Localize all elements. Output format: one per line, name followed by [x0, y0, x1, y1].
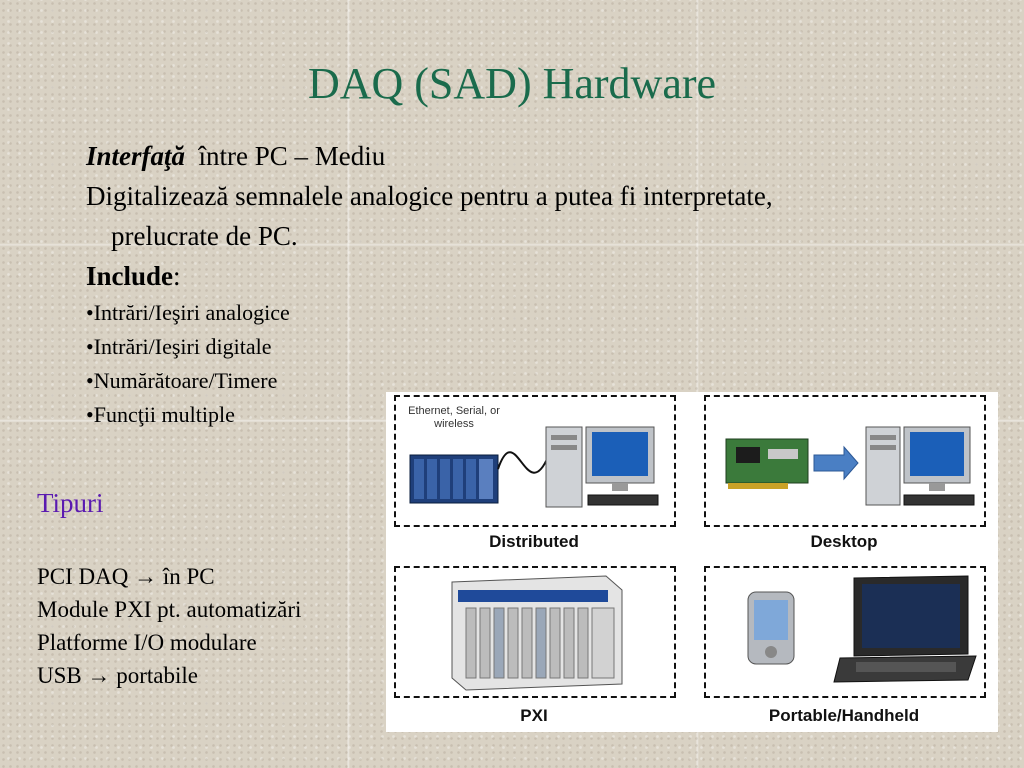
bullet-digital-io: •Intrări/Ieşiri digitale [86, 334, 272, 359]
bullet-counters-timers: •Numărătoare/Timere [86, 368, 278, 393]
panel-desktop [704, 395, 986, 527]
monitor-icon [586, 427, 654, 491]
bullet-multifunction: •Funcţii multiple [86, 402, 235, 427]
laptop-icon [834, 576, 976, 682]
bullet-analog-io: •Intrări/Ieşiri analogice [86, 300, 290, 325]
panel-pxi [394, 566, 676, 698]
arrow-icon [814, 447, 858, 479]
pxi-chassis-icon [452, 576, 622, 690]
type-modular-io: Platforme I/O modulare [37, 630, 257, 655]
cable-icon [498, 452, 548, 473]
type-pxi-modules: Module PXI pt. automatizări [37, 597, 302, 622]
daq-hardware-figure [386, 392, 998, 732]
type-usb-portable: USB → portabile [37, 663, 198, 688]
portable-illustration [706, 568, 984, 696]
intro-rest: între PC – Mediu [198, 141, 386, 171]
panel-label-desktop: Desktop [810, 532, 878, 551]
computer-tower-icon [546, 427, 582, 507]
pxi-illustration [396, 568, 674, 696]
panel-label-pxi: PXI [520, 706, 548, 725]
intro-term: Interfaţă [86, 141, 186, 171]
include-label: Include [86, 261, 174, 291]
panel-distributed [394, 395, 676, 527]
include-line [86, 256, 966, 296]
type-pci-daq: PCI DAQ → în PC [37, 564, 215, 589]
connection-label-line-2: wireless [434, 418, 474, 430]
connection-label-line-1: Ethernet, Serial, or [408, 405, 500, 417]
keyboard-icon [904, 495, 974, 505]
slide-body [86, 136, 966, 432]
types-list [37, 560, 301, 692]
desktop-illustration [706, 397, 984, 525]
panel-label-distributed: Distributed [489, 532, 579, 551]
monitor-icon [904, 427, 970, 491]
panel-portable-handheld [704, 566, 986, 698]
modular-io-chassis-icon [410, 455, 498, 503]
intro-line [86, 136, 966, 176]
slide-title: DAQ (SAD) Hardware [307, 59, 717, 108]
panel-label-portable-handheld: Portable/Handheld [768, 706, 920, 725]
description-line-2: prelucrate de PC. [111, 221, 298, 251]
include-colon: : [173, 261, 181, 291]
computer-tower-icon [866, 427, 900, 505]
description-line-1: Digitalizează semnalele analogice pentru a putea fi interpretate, [86, 181, 773, 211]
types-heading: Tipuri [37, 488, 104, 518]
pci-daq-card-icon [726, 439, 808, 489]
pda-icon [748, 592, 794, 664]
keyboard-icon [588, 495, 658, 505]
distributed-illustration [396, 397, 674, 525]
